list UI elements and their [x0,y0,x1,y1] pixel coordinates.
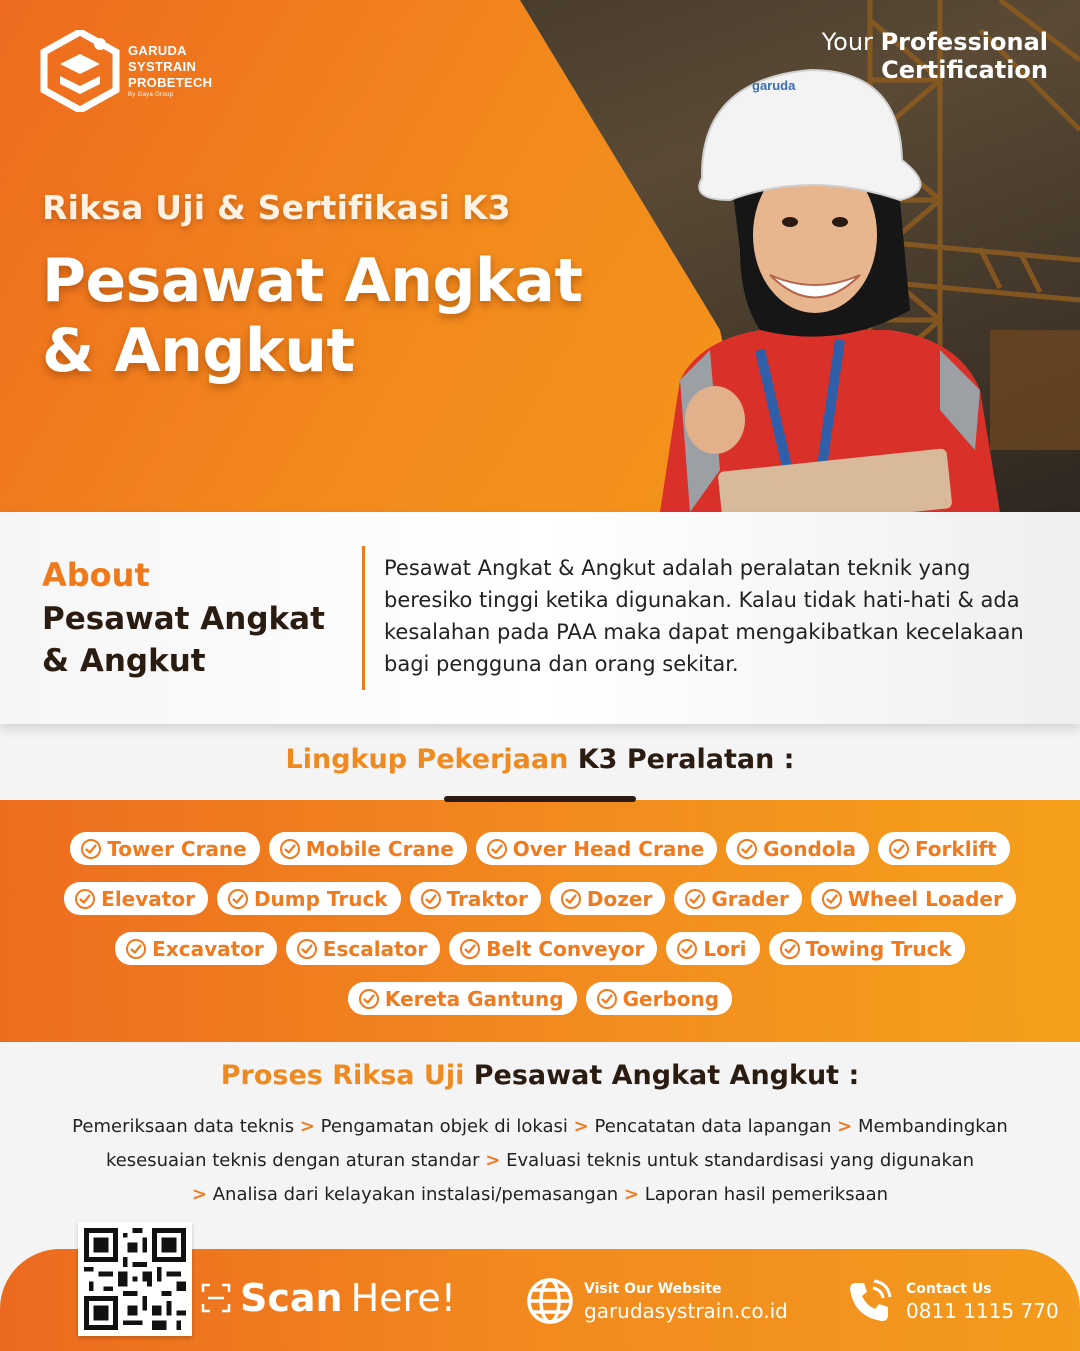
process-arrow: > [485,1150,501,1171]
equipment-chip-label: Elevator [101,886,195,911]
equipment-chip [586,982,732,1015]
equipment-chip-label: Over Head Crane [512,836,705,861]
tagline-bold-2: Certification [881,56,1048,84]
equipment-chip-label: Traktor [446,886,528,911]
process-arrow: > [299,1116,315,1137]
equipment-chip [115,932,277,965]
brand-line-2: SYSTRAIN [128,59,197,74]
hero-title [42,246,583,386]
process-title-accent: Proses Riksa Uji [220,1060,465,1091]
check-circle-icon [420,888,442,910]
scope-title-dark: K3 Peralatan : [577,744,795,775]
equipment-chip-label: Gerbong [622,986,720,1011]
equipment-chip-label: Gondola [763,836,856,861]
check-circle-icon [74,888,96,910]
contact-phone[interactable]: 0811 1115 770 [906,1299,1059,1323]
equipment-chip-label: Kereta Gantung [384,986,564,1011]
process-title [0,1060,1080,1091]
process-arrow: > [191,1184,207,1205]
check-circle-icon [736,838,758,860]
check-circle-icon [125,938,147,960]
brand-by: By Gaya Group [128,92,174,98]
check-circle-icon [227,888,249,910]
process-step-1: Pemeriksaan data teknis [72,1116,295,1137]
process-step-4: Membandingkan kesesuaian teknis dengan aturan standar [105,1116,1008,1171]
hero-banner [0,0,1080,512]
equipment-chip [476,832,717,865]
check-circle-icon [80,838,102,860]
equipment-chip-label: Dozer [586,886,653,911]
equipment-chip-label: Escalator [322,936,428,961]
equipment-chip [348,982,577,1015]
equipment-chip [269,832,467,865]
website-label: Visit Our Website [584,1281,722,1297]
scope-title-accent: Lingkup Pekerjaan [285,744,569,775]
equipment-chip-label: Excavator [152,936,264,961]
scope-title-underline [444,796,636,802]
check-circle-icon [279,838,301,860]
equipment-chip-label: Tower Crane [107,836,247,861]
process-step-2: Pengamatan objek di lokasi [320,1116,568,1137]
helmet-logo: garuda [752,78,796,93]
equipment-chip [769,932,965,965]
scope-section [0,800,1080,1042]
check-circle-icon [486,838,508,860]
worker-photo [640,50,1010,512]
equipment-chip-label: Dump Truck [253,886,388,911]
process-step-3: Pencatatan data lapangan [594,1116,832,1137]
about-body: Pesawat Angkat & Angkut adalah peralatan teknik yang beresiko tinggi ketika digunakan. Kalau tidak hati-hati & ada kesalahan pada PAA maka dapat mengakibatkan kecelakaan bagi pengguna dan orang sekitar. [384,556,1024,676]
hero-subtitle: Riksa Uji & Sertifikasi K3 [42,188,511,227]
hero-title-line-1: Pesawat Angkat [42,246,583,316]
about-section [0,512,1080,724]
website-url[interactable]: garudasystrain.co.id [584,1299,788,1323]
website-link[interactable] [526,1277,788,1325]
equipment-chip [217,882,401,915]
phone-icon [846,1277,894,1325]
check-circle-icon [888,838,910,860]
equipment-chip-label: Grader [711,886,789,911]
check-circle-icon [296,938,318,960]
tagline-bold-1: Professional [880,28,1048,56]
equipment-chip [449,932,657,965]
equipment-chip [70,832,259,865]
equipment-chip [726,832,869,865]
process-steps [30,1110,1050,1212]
equipment-chip-label: Forklift [914,836,997,861]
hero-title-line-2: & Angkut [42,316,355,386]
contact-label: Contact Us [906,1281,992,1297]
check-circle-icon [779,938,801,960]
equipment-chip-label: Belt Conveyor [486,936,645,961]
check-circle-icon [358,988,380,1010]
about-divider [362,546,365,690]
equipment-chip-list [20,832,1060,1015]
about-heading [42,598,325,682]
scan-frame-icon [200,1282,232,1314]
equipment-chip [64,882,208,915]
equipment-chip [550,882,665,915]
equipment-chip [878,832,1010,865]
check-circle-icon [596,988,618,1010]
check-circle-icon [560,888,582,910]
scan-bold: Scan [240,1276,343,1320]
equipment-chip-label: Wheel Loader [847,886,1003,911]
equipment-chip [666,932,759,965]
equipment-chip [811,882,1016,915]
process-step-6: Analisa dari kelayakan instalasi/pemasangan [212,1184,619,1205]
equipment-chip-label: Towing Truck [805,936,952,961]
brand-line-1: GARUDA [128,43,187,58]
equipment-chip [286,932,440,965]
process-step-5: Evaluasi teknis untuk standardisasi yang digunakan [506,1150,975,1171]
garuda-logo-icon [40,30,120,112]
process-arrow: > [623,1184,639,1205]
equipment-chip-label: Lori [703,936,747,961]
equipment-chip-label: Mobile Crane [305,836,454,861]
process-step-7: Laporan hasil pemeriksaan [644,1184,889,1205]
process-title-dark: Pesawat Angkat Angkut : [473,1060,860,1091]
check-circle-icon [459,938,481,960]
qr-code-icon[interactable] [78,1222,192,1336]
process-arrow: > [573,1116,589,1137]
check-circle-icon [821,888,843,910]
about-heading-line-1: Pesawat Angkat [42,601,325,637]
brand-line-3: PROBETECH [128,75,213,90]
process-arrow: > [837,1116,853,1137]
scan-rest: Here! [350,1276,456,1320]
contact-link[interactable] [846,1277,1059,1325]
check-circle-icon [676,938,698,960]
globe-icon [526,1277,574,1325]
about-heading-line-2: & Angkut [42,643,206,679]
about-heading-accent: About [42,556,150,594]
brand-logo [40,30,212,112]
tagline-light: Your [821,28,873,56]
equipment-chip [674,882,802,915]
equipment-chip [410,882,541,915]
scan-here-cta[interactable] [200,1276,456,1320]
scope-title [0,744,1080,775]
check-circle-icon [684,888,706,910]
